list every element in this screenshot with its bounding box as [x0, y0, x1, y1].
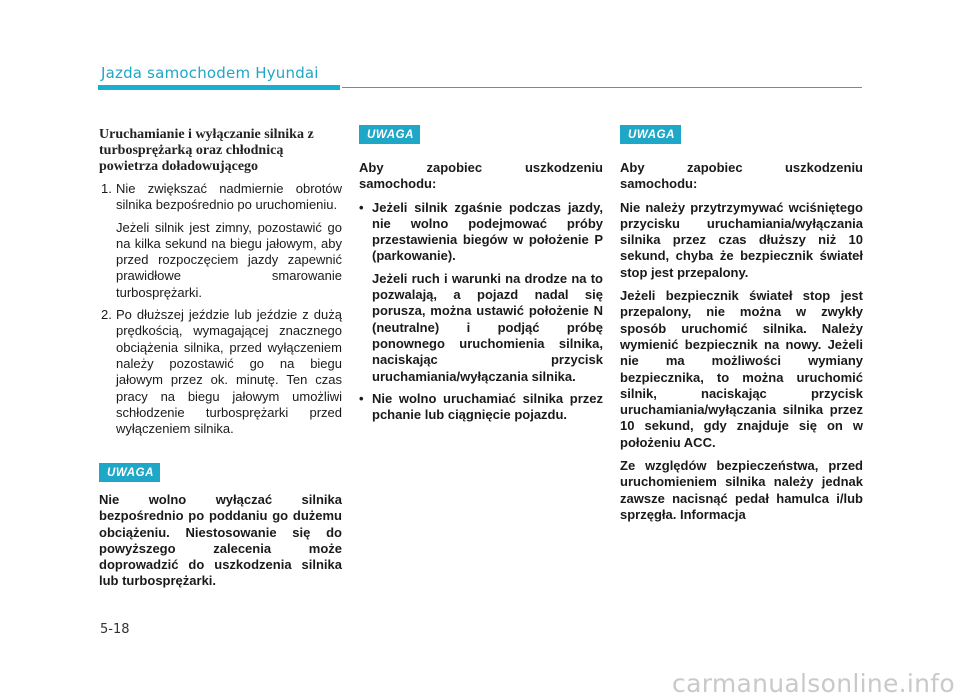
page-number: 5-18 [100, 622, 130, 637]
warning-paragraph: Nie należy przytrzymywać wciśniętego przycisku uruchamiania/wyłączania silnika przez czas dłuższy niż 10 sekund, chyba że bezpiecznik świateł stop jest przepalony. [620, 199, 863, 280]
watermark: carmanualsonline.info [672, 669, 955, 698]
warning-text: Nie wolno wyłączać silnika bezpośrednio po poddaniu go dużemu obciążeniu. Niestosowanie się do powyższego zalecenia może doprowadzić do uszkodzenia silnika lub turbosprężarki. [99, 492, 342, 589]
section-heading: Uruchamianie i wyłączanie silnika z turbosprężarką oraz chłodnicą powietrza doładowującego [99, 127, 314, 174]
numbered-list [99, 181, 342, 437]
bullet-subparagraph: Jeżeli ruch i warunki na drodze na to pozwalają, a pojazd nadal się porusza, można ustawić położenie N (neutralne) i podjąć próbę ponownego uruchomienia silnika, naciskając przycisk uruchamiania/wyłączania silnika. [372, 270, 603, 384]
warning-bullet-list [359, 200, 603, 424]
bullet-item [359, 200, 603, 385]
header-rule-thick [98, 85, 340, 90]
page-header-title: Jazda samochodem Hyundai [101, 64, 319, 82]
warning-intro: Aby zapobiec uszkodzeniu samochodu: [359, 160, 603, 192]
warning-badge: UWAGA [620, 125, 681, 144]
warning-badge: UWAGA [359, 125, 420, 144]
bullet-text: Nie wolno uruchamiać silnika przez pchanie lub ciągnięcie pojazdu. [372, 390, 603, 423]
warning-badge: UWAGA [99, 463, 160, 482]
warning-paragraph: Ze względów bezpieczeństwa, przed uruchomieniem silnika należy jednak zawsze nacisnąć pedał hamulca i/lub sprzęgła. Informacja [620, 458, 863, 522]
bullet-icon: • [359, 199, 364, 215]
header-rule-thin [342, 87, 862, 88]
bullet-icon: • [359, 390, 364, 406]
list-item [99, 307, 342, 437]
column-middle [359, 129, 603, 429]
list-item-text: Nie zwiększać nadmiernie obrotów silnika bezpośrednio po uruchomieniu. [116, 181, 342, 213]
column-right [620, 129, 863, 530]
warning-paragraph: Jeżeli bezpiecznik świateł stop jest przepalony, nie można w zwykły sposób uruchomić silnika. Należy wymienić bezpiecznik na nowy. Jeżeli nie ma możliwości wymiany bezpiecznika, to można uruchomić silnik, naciskając przycisk uruchamiania/wyłączania silnika przez 10 sekund, gdy znajduje się on w położeniu ACC. [620, 288, 863, 450]
list-item-text: Po dłuższej jeździe lub jeździe z dużą prędkością, wymagającej znacznego obciążenia silnika, przed wyłączeniem należy pozostawić go na biegu jałowym przez ok. minutę. Ten czas pracy na biegu jałowym umożliwi schłodzenie turbosprężarki przed wyłączeniem silnika. [116, 307, 342, 437]
list-item-number: 1. [101, 181, 112, 196]
list-item-number: 2. [101, 307, 112, 323]
list-item-paragraph: Jeżeli silnik jest zimny, pozostawić go na kilka sekund na biegu jałowym, aby przed rozpoczęciem jazdy zapewnić prawidłowe smarowanie turbosprężarki. [116, 219, 342, 300]
warning-intro: Aby zapobiec uszkodzeniu samochodu: [620, 160, 863, 192]
bullet-item [359, 391, 603, 424]
column-left [99, 127, 342, 589]
list-item [99, 181, 342, 301]
bullet-text: Jeżeli silnik zgaśnie podczas jazdy, nie wolno podejmować próby przestawienia biegów w położenie P (parkowanie). [372, 199, 603, 264]
